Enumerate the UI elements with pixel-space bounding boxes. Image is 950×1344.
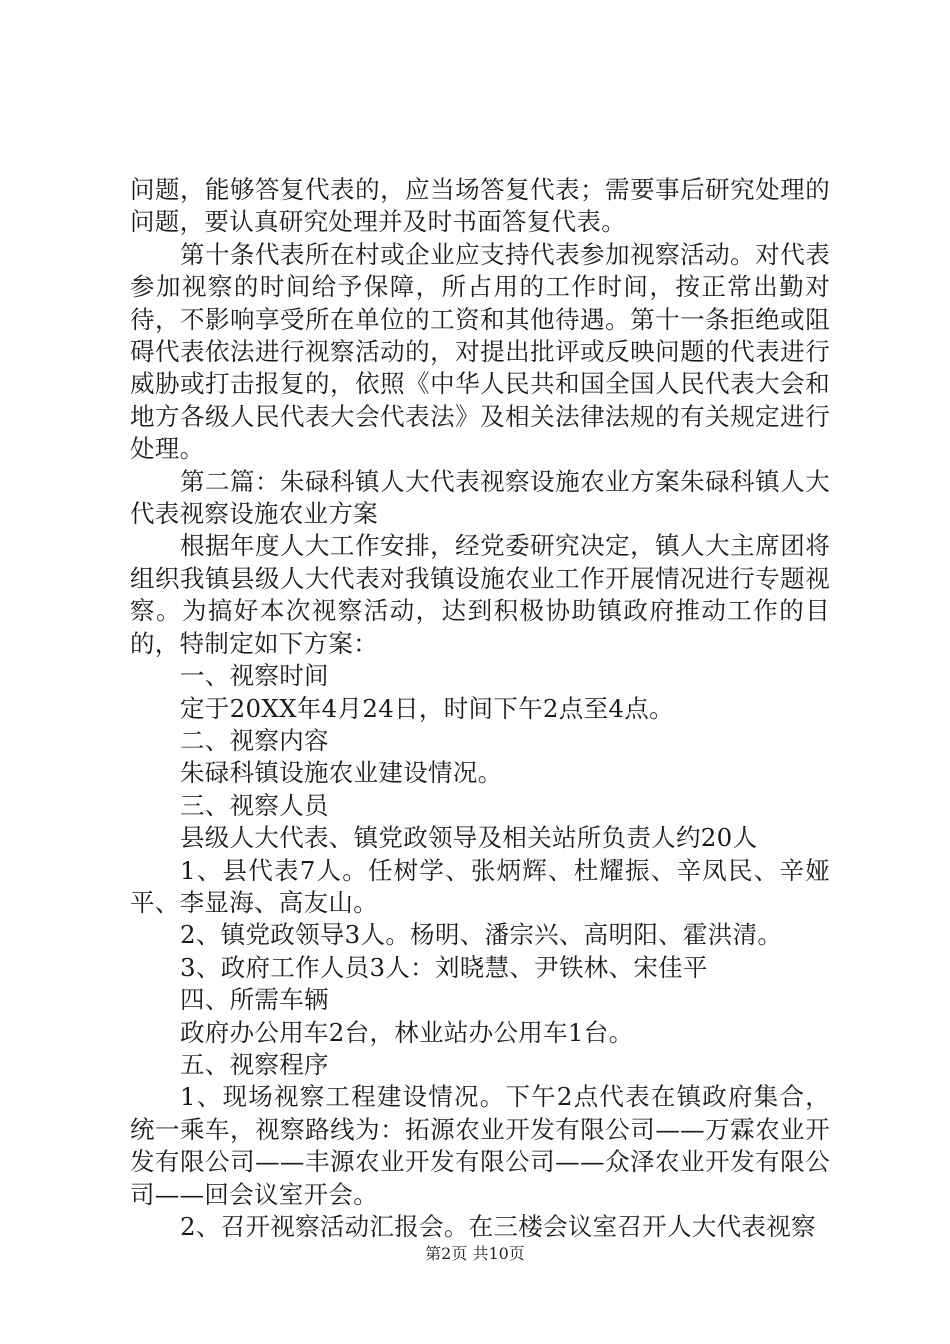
list-item: 2、镇党政领导3人。杨明、潘宗兴、高明阳、霍洪清。 — [180, 920, 783, 950]
list-item: 2、召开视察活动汇报会。在三楼会议室召开人大代表视察 — [180, 1212, 816, 1241]
list-item: 3、政府工作人员3人：刘晓慧、尹铁林、宋佳平 — [180, 952, 708, 982]
section-heading: 五、视察程序 — [180, 1049, 329, 1079]
page-number-footer: 第2页 共10页 — [425, 1244, 525, 1263]
section-heading: 三、视察人员 — [180, 790, 329, 820]
paragraph: 问题，能够答复代表的，应当场答复代表；需要事后研究处理的问题，要认真研究处理并及时书面答复代表。 — [130, 175, 830, 237]
section-heading: 一、视察时间 — [180, 661, 329, 691]
paragraph: 县级人大代表、镇党政领导及相关站所负责人约20人 — [180, 823, 758, 853]
paragraph: 朱碌科镇设施农业建设情况。 — [180, 758, 503, 788]
paragraph: 政府办公用车2台，林业站办公用车1台。 — [180, 1017, 634, 1047]
paragraph: 根据年度人大工作安排，经党委研究决定，镇人大主席团将组织我镇县级人大代表对我镇设施农业工作开展情况进行专题视察。为搞好本次视察活动，达到积极协助镇政府推动工作的目的，特制定如下方案： — [130, 531, 830, 658]
paragraph: 第十条代表所在村或企业应支持代表参加视察活动。对代表参加视察的时间给予保障，所占用的工作时间，按正常出勤对待，不影响享受所在单位的工资和其他待遇。第十一条拒绝或阻碍代表依法进行视察活动的，对提出批评或反映问题的代表进行威胁或打击报复的，依照《中华人民共和国全国人民代表大会和地方各级人民代表大会代表法》及相关法律法规的有关规定进行处理。 — [130, 239, 830, 464]
document-body — [130, 174, 830, 1243]
list-item: 1、县代表7人。任树学、张炳辉、杜耀振、辛凤民、辛娅平、李显海、高友山。 — [130, 855, 830, 917]
section-heading: 二、视察内容 — [180, 725, 329, 755]
list-item: 1、现场视察工程建设情况。下午2点代表在镇政府集合，统一乘车，视察路线为：拓源农业开发有限公司——万霖农业开发有限公司——丰源农业开发有限公司——众泽农业开发有限公司——回会议室开会。 — [130, 1082, 830, 1209]
section-heading: 四、所需车辆 — [180, 985, 329, 1015]
section-heading: 第二篇：朱碌科镇人大代表视察设施农业方案朱碌科镇人大代表视察设施农业方案 — [130, 466, 830, 529]
paragraph: 定于20XX年4月24日，时间下午2点至4点。 — [180, 693, 674, 723]
